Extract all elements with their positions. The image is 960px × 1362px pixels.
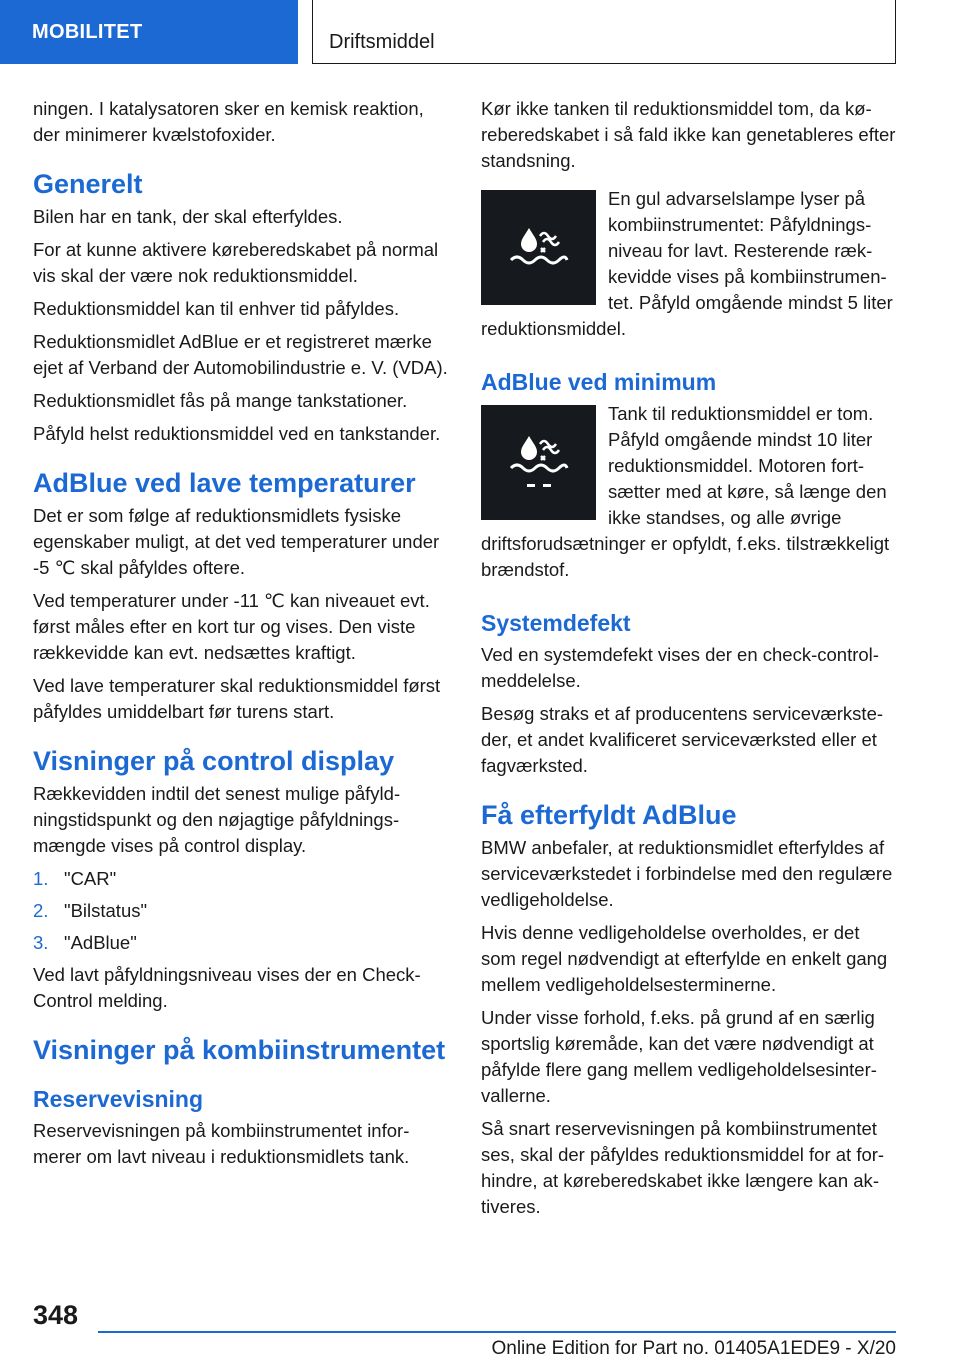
paragraph: Besøg straks et af producentens serviceværksteder, et andet kvalificeret serviceværksted eller et fagværksted. <box>481 703 884 776</box>
paragraph: Ved temperaturer under -11 ℃ kan niveauet evt. først måles efter en kort tur og vises. Den viste rækkevidde kan evt. nedsættes kraftigt. <box>33 590 430 663</box>
paragraph: For at kunne aktivere køreberedskabet på normal vis skal der være nok reduktionsmiddel. <box>33 239 439 286</box>
warning-low-level <box>481 186 899 349</box>
paragraph: Reduktionsmiddel kan til enhver tid påfyldes. <box>33 298 400 319</box>
intro-paragraph: ningen. I katalysatoren sker en kemisk reaktion, der minimerer kvælstofoxider. <box>33 98 424 145</box>
heading-generelt: Generelt <box>33 169 143 199</box>
heading-lave-temperaturer: AdBlue ved lave temperaturer <box>33 468 416 498</box>
paragraph: Ved en systemdefekt vises der en check-control-meddelelse. <box>481 644 879 691</box>
section-tab: MOBILITET <box>0 0 298 64</box>
right-column <box>481 96 899 1227</box>
step-number: 2. <box>33 900 49 921</box>
chapter-title: Driftsmiddel <box>312 0 896 64</box>
paragraph: BMW anbefaler, at reduktionsmidlet efterfyldes af serviceværkstedet i forbindelse med den regulære vedligeholdelse. <box>481 837 893 910</box>
heading-reservevisning: Reservevisning <box>33 1086 204 1112</box>
step-number: 1. <box>33 868 49 889</box>
list-item <box>33 866 450 892</box>
adblue-minimum-icon <box>481 405 596 520</box>
paragraph: Reservevisningen på kombiinstrumentet informerer om lavt niveau i reduktionsmidlets tank. <box>33 1120 410 1167</box>
paragraph: Hvis denne vedligeholdelse overholdes, er det som regel nødvendigt at efterfylde en enkelt gang mellem vedligeholdelsesterminerne. <box>481 922 888 995</box>
paragraph: Rækkevidden indtil det senest mulige påfyldningstidspunkt og den nøjagtige påfyldningsmængde vises på control display. <box>33 783 401 856</box>
warning-minimum <box>481 401 899 590</box>
paragraph: Ved lave temperaturer skal reduktionsmiddel først påfyldes umiddelbart før turens start. <box>33 675 441 722</box>
list-item <box>33 898 450 924</box>
footer-edition: Online Edition for Part no. 01405A1EDE9 - X/20 <box>491 1338 896 1359</box>
step-text: "CAR" <box>64 868 117 889</box>
paragraph: Påfyld helst reduktionsmiddel ved en tankstander. <box>33 423 441 444</box>
paragraph: Ved lavt påfyldningsniveau vises der en Check-Control melding. <box>33 964 421 1011</box>
heading-adblue-minimum: AdBlue ved minimum <box>481 369 717 395</box>
paragraph: Det er som følge af reduktionsmidlets fysiske egenskaber muligt, at det ved temperaturer under -5 ℃ skal påfyldes oftere. <box>33 505 440 578</box>
paragraph: Bilen har en tank, der skal efterfyldes. <box>33 206 343 227</box>
adblue-warning-icon <box>481 190 596 305</box>
list-item <box>33 930 450 956</box>
steps-list <box>33 866 450 956</box>
step-number: 3. <box>33 932 49 953</box>
paragraph: Reduktionsmidlet fås på mange tankstationer. <box>33 390 408 411</box>
paragraph: Så snart reservevisningen på kombiinstrumentet ses, skal der påfyldes reduktionsmiddel for at forhindre, at køreberedskabet ikke længere kan aktiveres. <box>481 1118 885 1217</box>
heading-efterfyldt: Få efterfyldt AdBlue <box>481 800 737 830</box>
heading-kombiinstrumentet: Visninger på kombiinstrumentet <box>33 1035 446 1065</box>
paragraph: En gul advarselslampe lyser på kombiinstrumentet: Påfyldningsniveau for lavt. Resterende rækkevidde vises på kombiinstrumentet. Påfyld omgående mindst 5 liter reduktionsmiddel. <box>481 188 893 339</box>
paragraph: Reduktionsmidlet AdBlue er et registreret mærke ejet af Verband der Automobilindustrie e. V. (VDA). <box>33 331 448 378</box>
step-text: "AdBlue" <box>64 932 137 953</box>
step-text: "Bilstatus" <box>64 900 148 921</box>
paragraph: Tank til reduktionsmiddel er tom. Påfyld omgående mindst 10 liter reduktionsmiddel. Motoren fortsætter med at køre, så længe den ikke standses, og alle øvrige driftsforudsætninger er opfyldt, f.eks. tilstrækkeligt brændstof. <box>481 403 890 580</box>
page-number: 348 <box>33 1300 79 1330</box>
footer-divider <box>98 1331 896 1333</box>
paragraph: Kør ikke tanken til reduktionsmiddel tom, da køreberedskabet i så fald ikke kan genetableres efter standsning. <box>481 98 896 171</box>
heading-systemdefekt: Systemdefekt <box>481 610 631 636</box>
left-column <box>33 96 450 1177</box>
paragraph: Under visse forhold, f.eks. på grund af en særlig sportslig køremåde, kan det være nødvendigt at påfylde flere gang mellem vedligeholdelsesintervallerne. <box>481 1007 877 1106</box>
heading-control-display: Visninger på control display <box>33 746 395 776</box>
